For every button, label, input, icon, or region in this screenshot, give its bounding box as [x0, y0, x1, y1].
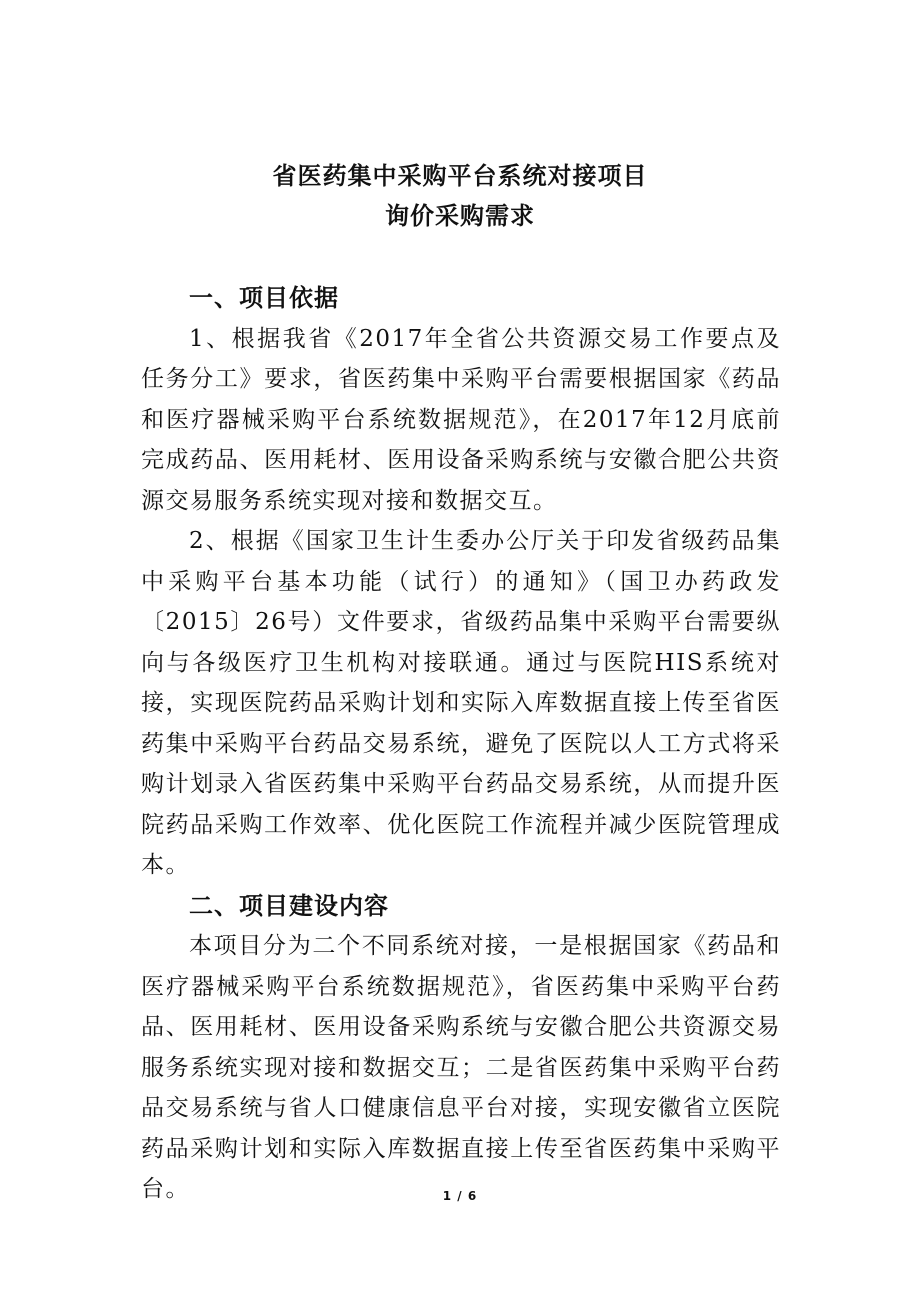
- document-title: 省医药集中采购平台系统对接项目: [272, 162, 648, 190]
- section-heading: 二、项目建设内容: [189, 891, 389, 920]
- document-body: [141, 278, 781, 1210]
- section-heading: 一、项目依据: [189, 284, 339, 312]
- section-project-basis: [141, 278, 781, 886]
- section-project-content: [141, 886, 781, 1210]
- page-number: 1 / 6: [442, 1189, 478, 1203]
- paragraph: 本项目分为二个不同系统对接，一是根据国家《药品和医疗器械采购平台系统数据规范》，省医药集中采购平台药品、医用耗材、医用设备采购系统与安徽合肥公共资源交易服务系统实现对接和数据交互；二是省医药集中采购平台药品交易系统与省人口健康信息平台对接，实现安徽省立医院药品采购计划和实际入库数据直接上传至省医药集中采购平台。: [141, 933, 781, 1202]
- paragraph: 1、根据我省《2017年全省公共资源交易工作要点及任务分工》要求，省医药集中采购平台需要根据国家《药品和医疗器械采购平台系统数据规范》，在2017年12月底前完成药品、医用耗材、医用设备采购系统与安徽合肥公共资源交易服务系统实现对接和数据交互。: [141, 325, 781, 514]
- paragraph: 2、根据《国家卫生计生委办公厅关于印发省级药品集中采购平台基本功能（试行）的通知》（国卫办药政发〔2015〕26号）文件要求，省级药品集中采购平台需要纵向与各级医疗卫生机构对接联通。通过与医院HIS系统对接，实现医院药品采购计划和实际入库数据直接上传至省医药集中采购平台药品交易系统，避免了医院以人工方式将采购计划录入省医药集中采购平台药品交易系统，从而提升医院药品采购工作效率、优化医院工作流程并减少医院管理成本。: [141, 528, 781, 878]
- document-subtitle: 询价采购需求: [385, 202, 535, 230]
